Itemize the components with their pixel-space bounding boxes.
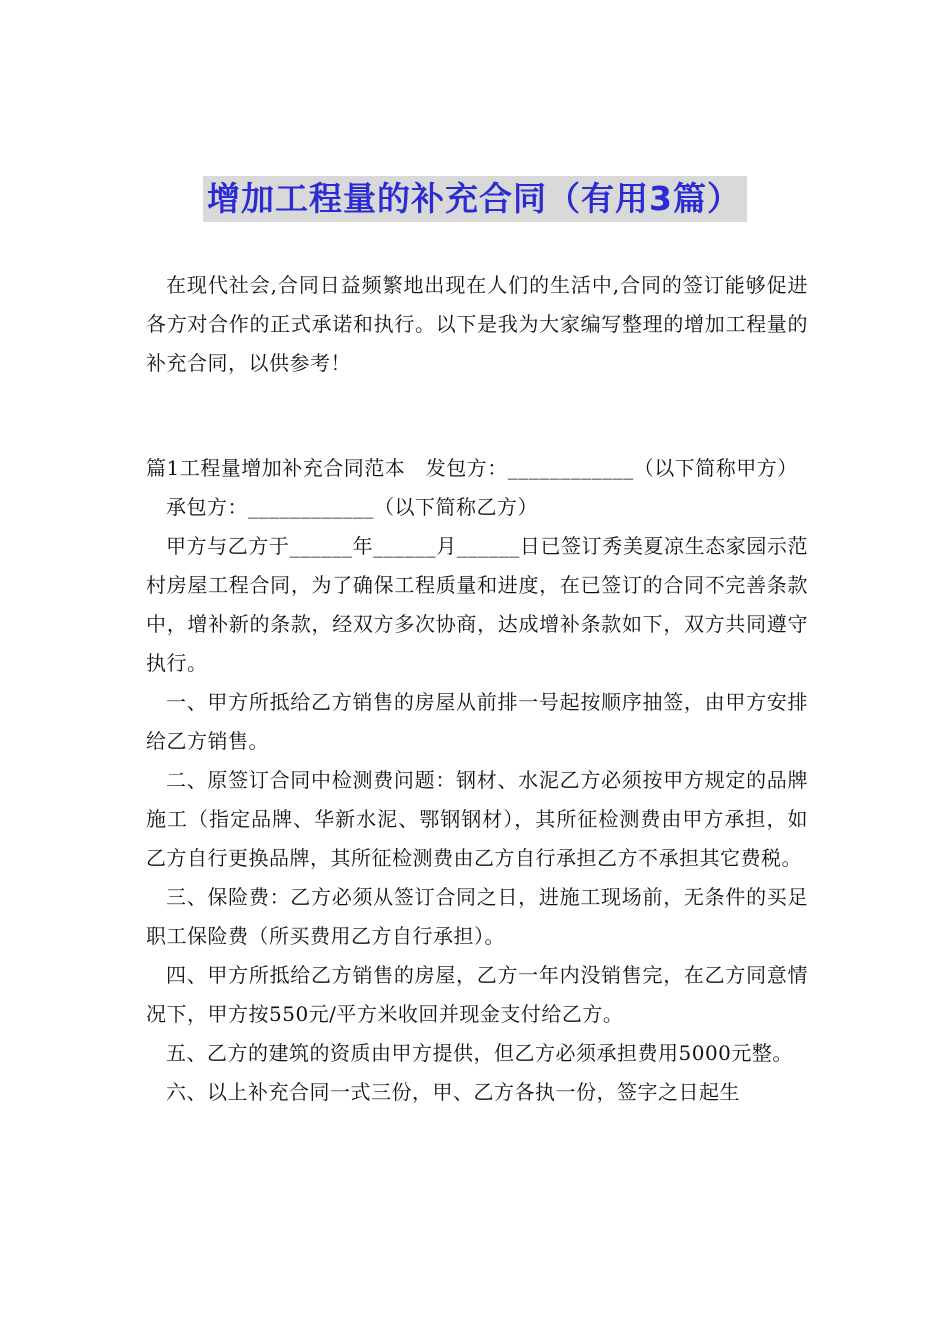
clause-6: 六、以上补充合同一式三份，甲、乙方各执一份，签字之日起生: [166, 1080, 740, 1104]
contract-header-paragraph: 篇1工程量增加补充合同范本 发包方：____________（以下简称甲方）: [146, 456, 798, 480]
contractor-line: 承包方：____________（以下简称乙方）: [166, 495, 538, 519]
clause-1: 一、甲方所抵给乙方销售的房屋从前排一号起按顺序抽签，由甲方安排给乙方销售。: [146, 690, 808, 753]
clause-5: 五、乙方的建筑的资质由甲方提供，但乙方必须承担费用5000元整。: [166, 1041, 793, 1065]
document-title: 增加工程量的补充合同（有用3篇）: [203, 176, 747, 222]
intro-paragraph: 在现代社会,合同日益频繁地出现在人们的生活中,合同的签订能够促进各方对合作的正式承诺和执行。以下是我为大家编写整理的增加工程量的补充合同，以供参考！: [146, 273, 808, 375]
clause-2: 二、原签订合同中检测费问题：钢材、水泥乙方必须按甲方规定的品牌施工（指定品牌、华新水泥、鄂钢钢材），其所征检测费由甲方承担，如乙方自行更换品牌，其所征检测费由乙方自行承担乙方不承担其它费税。: [146, 768, 808, 870]
contract-paragraph: 甲方与乙方于______年______月______日已签订秀美夏凉生态家园示范村房屋工程合同，为了确保工程质量和进度，在已签订的合同不完善条款中，增补新的条款，经双方多次协商，达成增补条款如下，双方共同遵守执行。: [146, 534, 808, 675]
clause-4: 四、甲方所抵给乙方销售的房屋，乙方一年内没销售完，在乙方同意情况下，甲方按550元/平方米收回并现金支付给乙方。: [146, 963, 808, 1026]
intro-section: [146, 266, 808, 383]
contract-body: [146, 449, 808, 1112]
title-container: [0, 176, 950, 222]
clause-3: 三、保险费：乙方必须从签订合同之日，进施工现场前，无条件的买足职工保险费（所买费用乙方自行承担）。: [146, 885, 808, 948]
